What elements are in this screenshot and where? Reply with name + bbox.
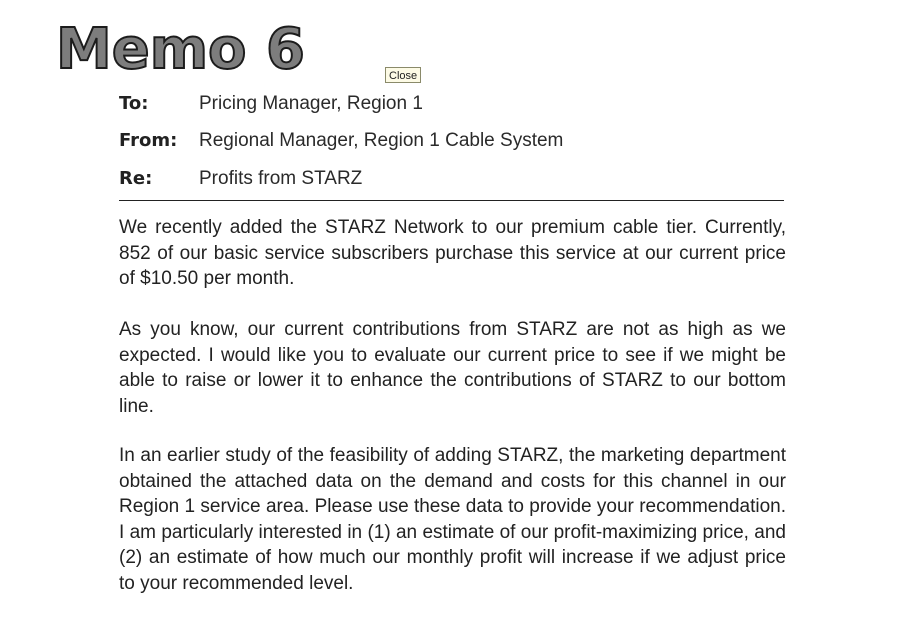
header-re-value: Profits from STARZ [199, 168, 363, 189]
header-from-value: Regional Manager, Region 1 Cable System [199, 130, 564, 151]
memo-paragraph-2: As you know, our current contributions from STARZ are not as high as we expected. I would like you to evaluate our current price to see if we might be able to raise or lower it to enhance the contributions of STARZ to our bottom line. [119, 319, 786, 417]
header-to-label: To: [119, 93, 149, 114]
header-divider [119, 200, 784, 201]
close-button[interactable]: Close [385, 67, 421, 83]
header-to-value: Pricing Manager, Region 1 [199, 93, 423, 114]
memo-paragraph-3: In an earlier study of the feasibility of adding STARZ, the marketing department obtained the attached data on the demand and costs for this channel in our Region 1 service area. Please use these data to provide your recommendation. I am particularly interested in (1) an estimate of our profit-maximizing price, and (2) an estimate of how much our monthly profit will increase if we adjust price to your recommended level. [119, 445, 786, 594]
memo-paragraph-1: We recently added the STARZ Network to our premium cable tier. Currently, 852 of our basic service subscribers purchase this service at our current price of $10.50 per month. [119, 217, 786, 289]
memo-title: Memo 6 [56, 17, 305, 82]
header-from-label: From: [119, 130, 178, 151]
header-re-label: Re: [119, 168, 153, 189]
